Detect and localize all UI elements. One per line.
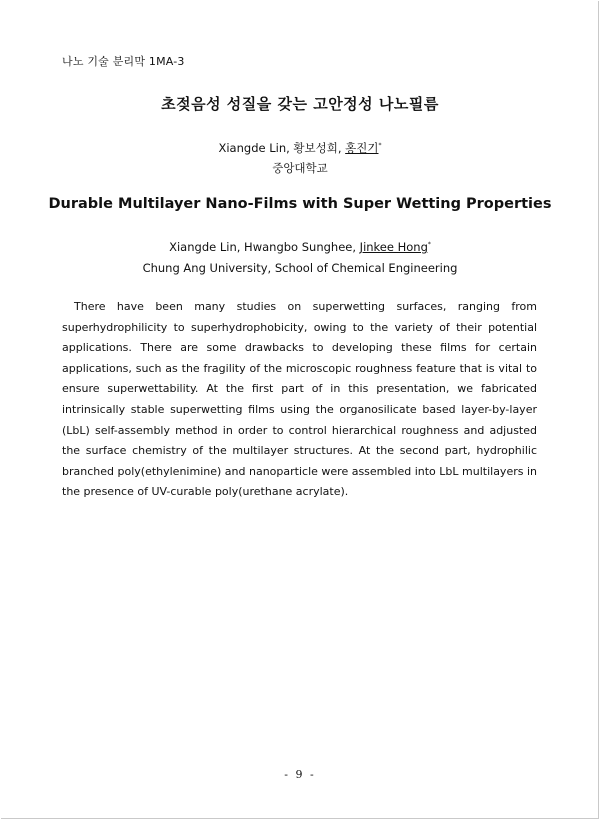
korean-corresponding-author: 홍진기 — [345, 141, 379, 155]
korean-affiliation: 중앙대학교 — [272, 161, 328, 175]
session-label: 나노 기술 분리막 1MA-3 — [62, 55, 185, 68]
english-corresponding-mark: * — [427, 241, 431, 249]
page-number: - 9 - — [284, 768, 316, 781]
english-title: Durable Multilayer Nano-Films with Super Wetting Properties — [48, 196, 552, 212]
english-corresponding-author: Jinkee Hong — [359, 240, 428, 254]
korean-corresponding-mark: * — [378, 142, 382, 150]
english-authors — [0, 240, 600, 254]
english-affiliation: Chung Ang University, School of Chemical Engineering — [142, 261, 458, 275]
korean-title: 초젖음성 성질을 갖는 고안정성 나노필름 — [161, 95, 439, 113]
abstract-body: There have been many studies on superwetting surfaces, ranging from superhydrophilicity to superhydrophobicity, owing to the variety of their potential applications. There are some drawbacks to developing these films for certain applications, such as the fragility of the microscopic roughness feature that is vital to ensure superwettability. At the first part of in this presentation, we fabricated intrinsically stable superwetting films using the organosilicate based layer-by-layer (LbL) self-assembly method in order to control hierarchical roughness and adjusted the surface chemistry of the multilayer structures. At the second part, hydrophilic branched poly(ethylenimine) and nanoparticle were assembled into LbL multilayers in the presence of UV-curable poly(urethane acrylate). — [62, 300, 537, 499]
korean-authors — [0, 140, 600, 156]
english-authors-list: Xiangde Lin, Hwangbo Sunghee, — [169, 240, 360, 254]
korean-authors-list: Xiangde Lin, 황보성희, — [218, 141, 346, 155]
